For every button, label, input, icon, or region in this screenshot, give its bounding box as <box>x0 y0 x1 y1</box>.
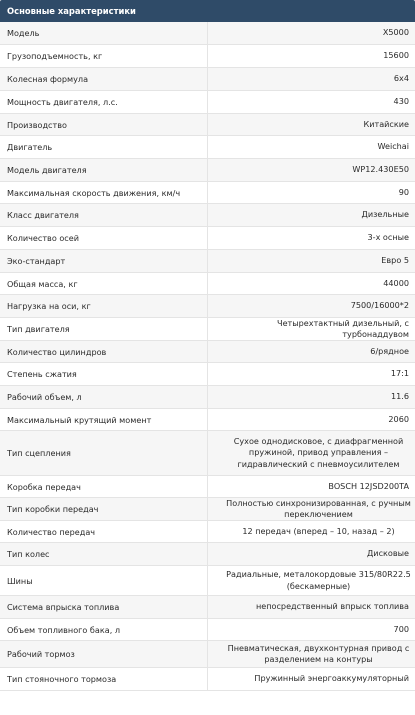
spec-value: 6x4 <box>393 73 409 84</box>
table-row <box>0 543 415 566</box>
table-row <box>0 386 415 409</box>
spec-label: Колесная формула <box>0 68 208 90</box>
table-row <box>0 159 415 182</box>
spec-value: Сухое однодисковое, с диафрагменной пружиной, привод управления – гидравлический с пневмоусилителем <box>233 435 404 469</box>
table-row <box>0 476 415 498</box>
table-row <box>0 91 415 114</box>
table-row <box>0 114 415 136</box>
spec-label: Степень сжатия <box>0 363 208 385</box>
spec-value: WP12.430E50 <box>352 164 409 175</box>
spec-value: 3-х осные <box>367 232 409 243</box>
spec-rows <box>0 22 415 691</box>
spec-value: Дизельные <box>361 209 409 220</box>
table-row <box>0 431 415 476</box>
spec-label: Производство <box>0 114 208 135</box>
spec-label: Класс двигателя <box>0 204 208 226</box>
spec-value: 17:1 <box>390 368 409 379</box>
spec-value: 6/рядное <box>370 345 409 356</box>
table-row <box>0 641 415 668</box>
table-row <box>0 273 415 295</box>
table-row <box>0 22 415 45</box>
table-row <box>0 619 415 641</box>
spec-label: Грузоподъемность, кг <box>0 45 208 67</box>
spec-label: Тип сцепления <box>0 431 208 475</box>
spec-label: Количество осей <box>0 227 208 249</box>
spec-value: 7500/16000*2 <box>350 300 409 311</box>
table-row <box>0 668 415 691</box>
spec-value: Евро 5 <box>381 255 409 266</box>
table-row <box>0 136 415 159</box>
spec-value: Пружинный энергоаккумуляторный <box>254 673 409 684</box>
spec-label: Модель <box>0 22 208 44</box>
table-row <box>0 45 415 68</box>
spec-value: 15600 <box>383 50 409 61</box>
spec-value: 44000 <box>383 277 409 288</box>
table-row <box>0 250 415 273</box>
spec-value: Китайские <box>363 118 409 129</box>
spec-label: Шины <box>0 566 208 595</box>
spec-label: Модель двигателя <box>0 159 208 181</box>
table-row <box>0 566 415 596</box>
spec-value: Полностью синхронизированная, с ручным переключением <box>226 497 411 519</box>
spec-label: Рабочий объем, л <box>0 386 208 408</box>
spec-value: 12 передач (вперед – 10, назад – 2) <box>242 525 395 536</box>
table-row <box>0 295 415 318</box>
spec-label: Количество цилиндров <box>0 341 208 362</box>
table-row <box>0 521 415 543</box>
spec-label: Рабочий тормоз <box>0 641 208 667</box>
table-row <box>0 498 415 521</box>
table-row <box>0 363 415 386</box>
table-row <box>0 318 415 341</box>
spec-value: Weichai <box>377 141 409 152</box>
spec-label: Тип двигателя <box>0 318 208 340</box>
spec-label: Объем топливного бака, л <box>0 619 208 640</box>
spec-label: Система впрыска топлива <box>0 596 208 618</box>
spec-label: Эко-стандарт <box>0 250 208 272</box>
spec-label: Коробка передач <box>0 476 208 497</box>
table-row <box>0 68 415 91</box>
spec-value: BOSCH 12JSD200TA <box>328 480 409 491</box>
table-row <box>0 204 415 227</box>
spec-value: 2060 <box>388 413 409 424</box>
spec-label: Максимальный крутящий момент <box>0 409 208 430</box>
spec-value: 700 <box>393 623 409 634</box>
table-row <box>0 341 415 363</box>
table-row <box>0 409 415 431</box>
table-row <box>0 182 415 204</box>
spec-value: 430 <box>393 96 409 107</box>
spec-value: 11.6 <box>390 391 409 402</box>
spec-value: Дисковые <box>366 548 409 559</box>
spec-label: Общая масса, кг <box>0 273 208 294</box>
spec-label: Тип коробки передач <box>0 498 208 520</box>
spec-value: X5000 <box>382 27 409 38</box>
table-row <box>0 596 415 619</box>
spec-value: Пневматическая, двухконтурная привод с разделением на контуры <box>227 642 410 664</box>
spec-label: Мощность двигателя, л.с. <box>0 91 208 113</box>
spec-label: Тип стояночного тормоза <box>0 668 208 690</box>
spec-label: Нагрузка на оси, кг <box>0 295 208 317</box>
spec-label: Двигатель <box>0 136 208 158</box>
table-header: Основные характеристики <box>0 0 415 22</box>
table-row <box>0 227 415 250</box>
spec-label: Количество передач <box>0 521 208 542</box>
spec-value: Четырехтактный дизельный, с турбонаддувом <box>277 317 409 339</box>
spec-label: Максимальная скорость движения, км/ч <box>0 182 208 203</box>
spec-label: Тип колес <box>0 543 208 565</box>
spec-value: непосредственный впрыск топлива <box>255 601 409 612</box>
spec-value: 90 <box>398 186 409 197</box>
spec-value: Радиальные, металокордовые 315/80R22.5 (бескамерные) <box>226 569 411 591</box>
